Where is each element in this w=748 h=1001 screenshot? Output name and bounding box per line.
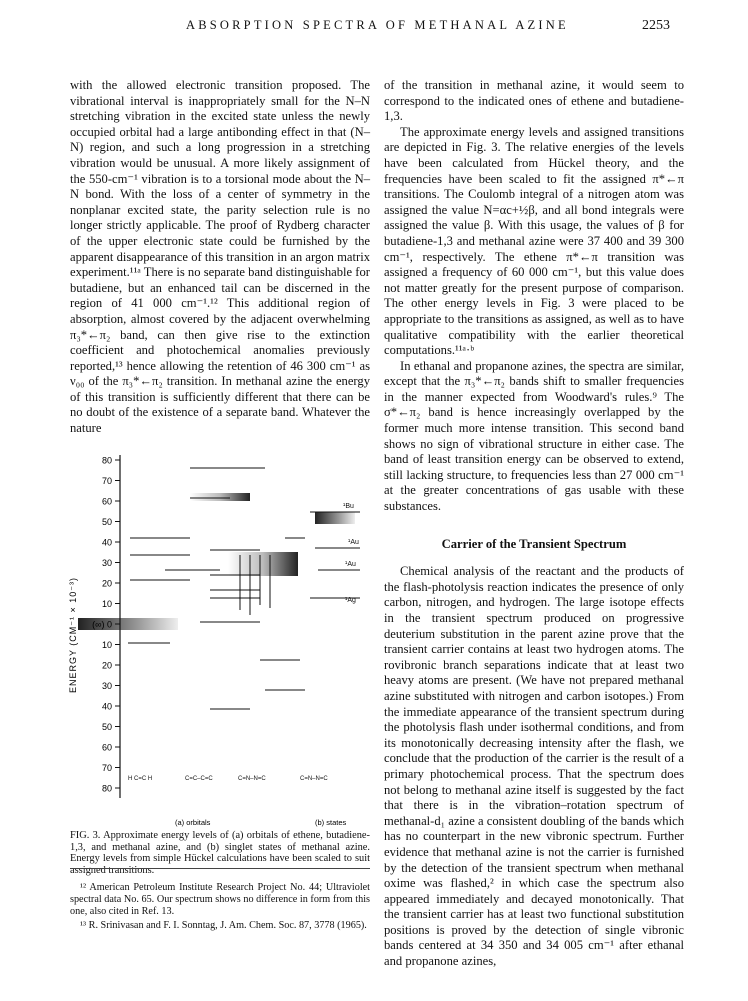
state-label: ¹Ag bbox=[345, 597, 356, 604]
footnote: ¹² American Petroleum Institute Research Project No. 44; Ultraviolet spectral data No. 65. Our spectrum shows no difference in form from this one, also cited in Ref. 13. bbox=[70, 882, 370, 917]
state-label: ¹Au bbox=[348, 539, 359, 546]
energy-level-diagram bbox=[60, 440, 375, 840]
figure-caption: FIG. 3. Approximate energy levels of (a) orbitals of ethene, butadiene-1,3, and methanal azine, and (b) singlet states of methanal azine. Energy levels from simple Hückel calculations have been scaled to suit assigned transitions. bbox=[70, 830, 370, 876]
axis-tick-label: 10 bbox=[101, 599, 112, 609]
shaded-band bbox=[315, 512, 355, 524]
state-label: ¹Bu bbox=[343, 503, 354, 510]
running-title: ABSORPTION SPECTRA OF METHANAL AZINE bbox=[186, 18, 569, 32]
axis-tick-label: 50 bbox=[101, 517, 112, 527]
axis-tick-label: (∞) 0 bbox=[92, 619, 112, 630]
axis-tick-label: 80 bbox=[101, 455, 112, 466]
paragraph: Chemical analysis of the reactant and the products of the flash-photolysis reaction indicates the presence of only carbon, nitrogen, and hydrogen. The large isotope effects in the transient spectrum produced on progressive deuterium substitution in the parent azine prove that the transient carrier contains at least two hydrogen atoms. The rovibronic branch separations indicate that at least two heavy atoms are present. (We have not prepared methanal azine substituted with nitrogen and carbon isotopes.) From the immediate appearance of the transient spectrum during the photolysis flash under isothermal conditions, and from its monotonically decreasing intensity after the flash, we conclude that the production of the carrier is the result of a primary photochemical process. That the spectrum does not belong to methanal azine itself is suggested by the fact that there is in the vibration–rotation spectrum of methanal-d₁ azine a consistent doubling of the bands which has no counterpart in the new vibronic spectrum. Further evidence that methanal azine is not the carrier is furnished by the detection of the transient spectrum when methanal oxime was flashed,² in which case the spectrum also appeared immediately and decayed monotonically. That the transient carrier has at least two functional substitution positions is proved by the detection of single vibronic bands centered at 34 350 and 34 005 cm⁻¹ after ethanal and propanone azines, bbox=[384, 564, 684, 969]
axis-tick-label: 20 bbox=[101, 578, 112, 589]
svg-text:C=N–N=C: C=N–N=C bbox=[238, 776, 266, 782]
orbital-levels bbox=[128, 468, 305, 709]
paragraph: of the transition in methanal azine, it would seem to correspond to the indicated ones of ethene and butadiene-1,3. bbox=[384, 78, 684, 124]
paragraph: The approximate energy levels and assigned transitions are depicted in Fig. 3. The relative energies of the levels have been calculated from Hückel theory, and the frequencies have been scaled to fit the assigned π*←π transitions. The Coulomb integral of a nitrogen atom was assigned the value N=αc+½β, and all bond integrals were assigned the value β. With this usage, the values of β for butadiene-1,3 and methanal azine were 37 400 and 39 300 cm⁻¹, respectively. The ethene π*←π transition was assigned a frequency of 60 000 cm⁻¹, but this value does not matter greatly for the present purpose of comparison. The other energy levels in Fig. 3 were placed to be appropriate to the transitions as assigned, as well as to have qualitative compatibility with the earlier theoretical computations.¹¹ᵃ·ᵇ bbox=[384, 124, 684, 358]
state-levels bbox=[310, 512, 360, 598]
state-label: ¹Au bbox=[345, 561, 356, 568]
panel-b-label: (b) states bbox=[315, 818, 347, 827]
axis-tick-label: 60 bbox=[101, 742, 112, 753]
axis-tick-label: 40 bbox=[101, 537, 112, 548]
axis-tick-label: 80 bbox=[101, 783, 112, 794]
axis-tick-label: 20 bbox=[101, 660, 112, 671]
paragraph: In ethanal and propanone azines, the spectra are similar, except that the π₃*←π₂ bands shift to smaller frequencies in the manner expected from Woodward's rules.⁹ The σ*←π₂ band is hence increasingly overlapped by the former much more intense transition. This second band shows no sign of vibrational structure in either case. The band of least transition energy can be observed to extend, still lacking structure, to frequencies less than 27 000 cm⁻¹ at the greater concentrations of gas usable with these substances. bbox=[384, 358, 684, 514]
panel-a-label: (a) orbitals bbox=[175, 818, 211, 827]
axis-tick-label: 10 bbox=[101, 640, 112, 650]
axis-tick-label: 40 bbox=[101, 701, 112, 712]
axis-tick-label: 30 bbox=[101, 681, 112, 691]
svg-text:C=C–C=C: C=C–C=C bbox=[185, 776, 213, 782]
shaded-band bbox=[190, 493, 250, 501]
axis-ticks bbox=[92, 456, 120, 794]
svg-text:H C=C H: H C=C H bbox=[128, 776, 153, 782]
axis-tick-label: 70 bbox=[101, 763, 112, 773]
left-column-text bbox=[70, 78, 370, 437]
axis-tick-label: 30 bbox=[101, 558, 112, 568]
right-column-text bbox=[384, 78, 684, 970]
axis-tick-label: 60 bbox=[101, 496, 112, 507]
footnotes bbox=[70, 882, 370, 934]
running-header bbox=[0, 18, 748, 38]
molecule-structures bbox=[128, 776, 328, 782]
section-heading: Carrier of the Transient Spectrum bbox=[441, 536, 627, 551]
y-axis-label: ENERGY (CM⁻¹ × 10⁻³) bbox=[68, 576, 78, 694]
svg-text:C=N–N=C: C=N–N=C bbox=[300, 776, 328, 782]
footnote-rule bbox=[70, 868, 370, 869]
axis-tick-label: 50 bbox=[101, 722, 112, 732]
axis-tick-label: 70 bbox=[101, 476, 112, 486]
page-number: 2253 bbox=[642, 18, 670, 33]
paragraph: with the allowed electronic transition proposed. The vibrational interval is inappropriately small for the N–N stretching vibration in the excited state unless the newly occupied orbital had a large antibonding effect in that (N–N) region, and such a long progression in a stretching vibration would be unusual. A more likely assignment of the 550-cm⁻¹ vibration is to a torsional mode about the N–N bond. With the loss of a center of symmetry in the nonplanar excited state, the parity selection rule is no longer strictly applicable. The proof of Rydberg character of the upper electronic state could be furnished by the apparent disappearance of this transition in an argon matrix experiment.¹¹ᵃ There is no separate band distinguishable for butadiene, but an enhanced tail can be discerned in the region of 41 000 cm⁻¹.¹² This additional region of absorption, almost covered by the adjacent overwhelming π₃*←π₂ band, can then give rise to the extinction coefficient and photochemical anomalies previously reported,¹³ hence allowing the retention of 46 300 cm⁻¹ as ν₀₀ of the π₃*←π₂ transition. In methanal azine the energy of this transition is sufficiently different that there can be no doubt of the existence of a separate band. Whatever the nature bbox=[70, 78, 370, 436]
footnote: ¹³ R. Srinivasan and F. I. Sonntag, J. Am. Chem. Soc. 87, 3778 (1965). bbox=[80, 920, 367, 931]
shaded-band bbox=[228, 552, 298, 576]
